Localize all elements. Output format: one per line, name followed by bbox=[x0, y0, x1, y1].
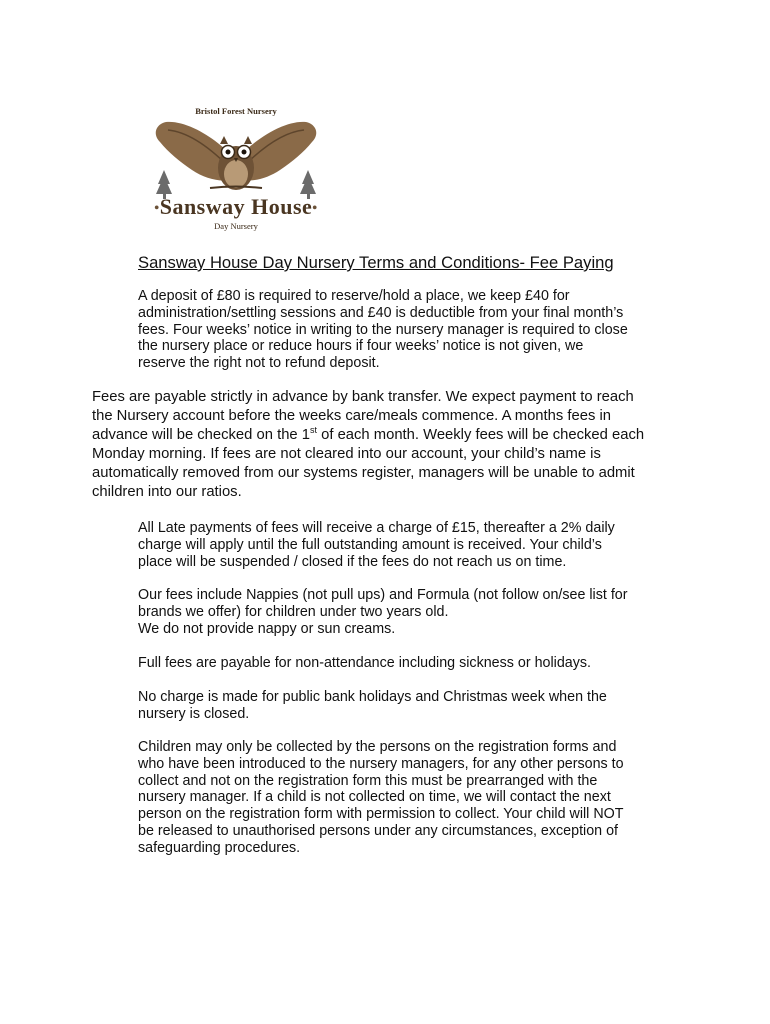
text-line: Full fees are payable for non-attendance including sickness or holidays. bbox=[138, 655, 591, 671]
fees-paragraph bbox=[92, 388, 692, 502]
text-line: Our fees include Nappies (not pull ups) and Formula (not follow on/see list for bbox=[138, 587, 628, 603]
holidays-paragraph bbox=[138, 689, 684, 723]
text-line: be released to unauthorised persons under any circumstances, exception of bbox=[138, 822, 619, 839]
nappies-paragraph bbox=[138, 587, 684, 637]
text-line: safeguarding procedures. bbox=[138, 839, 301, 856]
text-line: brands we offer) for children under two years old. bbox=[138, 603, 449, 620]
text-line: All Late payments of fees will receive a charge of £15, thereafter a 2% daily bbox=[138, 520, 615, 536]
text-line: Children may only be collected by the persons on the registration forms and bbox=[138, 739, 617, 755]
text-line bbox=[92, 426, 692, 445]
text-line: charge will apply until the full outstanding amount is received. Your child’s bbox=[138, 536, 602, 553]
text-line: person on the registration form with permission to collect. Your child will NOT bbox=[138, 806, 624, 823]
dot-icon: • bbox=[312, 200, 318, 216]
late-payment-paragraph bbox=[138, 520, 684, 570]
text-line: administration/settling sessions and £40 is deductible from your final month’s bbox=[138, 304, 624, 321]
text-line: place will be suspended / closed if the fees do not reach us on time. bbox=[138, 553, 567, 570]
text-line: who have been introduced to the nursery managers, for any other persons to bbox=[138, 755, 624, 772]
text-fragment: advance will be checked on the 1 bbox=[92, 427, 310, 443]
text-fragment: of each month. Weekly fees will be checked each bbox=[317, 427, 645, 443]
full-fees-paragraph bbox=[138, 655, 684, 672]
logo-main-text bbox=[148, 194, 324, 220]
text-line: the Nursery account before the weeks care/meals commence. A months fees in bbox=[92, 408, 611, 424]
nursery-logo bbox=[148, 100, 324, 240]
deposit-paragraph bbox=[138, 288, 684, 372]
ordinal-suffix: st bbox=[310, 425, 318, 435]
logo-top-text: Bristol Forest Nursery bbox=[195, 106, 277, 116]
text-line: fees. Four weeks’ notice in writing to the nursery manager is required to close bbox=[138, 321, 628, 338]
text-line: No charge is made for public bank holidays and Christmas week when the bbox=[138, 689, 607, 705]
text-line: Monday morning. If fees are not cleared into our account, your child’s name is bbox=[92, 446, 601, 462]
logo-sub-text: Day Nursery bbox=[214, 221, 258, 231]
text-line: A deposit of £80 is required to reserve/hold a place, we keep £40 for bbox=[138, 288, 570, 304]
dot-icon: • bbox=[154, 200, 160, 216]
text-line: children into our ratios. bbox=[92, 484, 242, 500]
text-line: nursery manager. If a child is not collected on time, we will contact the next bbox=[138, 789, 611, 806]
logo-main-label: Sansway House bbox=[159, 194, 313, 219]
text-line: reserve the right not to refund deposit. bbox=[138, 355, 380, 372]
page-title: Sansway House Day Nursery Terms and Conditions- Fee Paying bbox=[138, 253, 614, 272]
text-line: We do not provide nappy or sun creams. bbox=[138, 620, 396, 637]
text-line: automatically removed from our systems register, managers will be unable to admit bbox=[92, 465, 635, 481]
text-line: collect and not on the registration form this must be prearranged with the bbox=[138, 772, 598, 789]
collection-paragraph bbox=[138, 739, 684, 857]
text-line: Fees are payable strictly in advance by bank transfer. We expect payment to reach bbox=[92, 389, 634, 405]
text-line: the nursery place or reduce hours if four weeks’ notice is not given, we bbox=[138, 338, 584, 355]
text-line: nursery is closed. bbox=[138, 705, 250, 722]
